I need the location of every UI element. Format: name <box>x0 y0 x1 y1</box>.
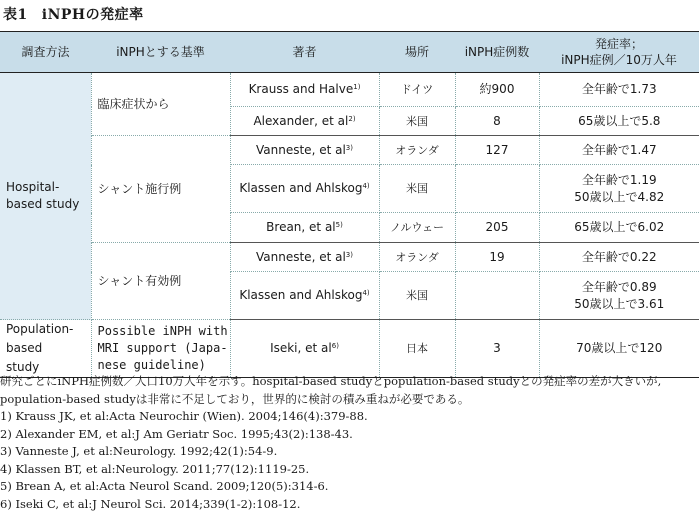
cases-cell <box>455 165 539 213</box>
header-rate-line2: iNPH症例／10万人年 <box>561 53 677 67</box>
place-cell: ノルウェー <box>379 213 455 243</box>
rate-line2: 50歳以上で3.61 <box>574 296 665 311</box>
author-name: Vanneste, et al <box>256 249 346 264</box>
cases-cell: 3 <box>455 320 539 378</box>
author-name: Alexander, et al <box>253 113 349 128</box>
rate-line1: 全年齢で1.19 <box>581 172 657 187</box>
header-author: 著者 <box>230 32 379 73</box>
author-name: Vanneste, et al <box>256 142 346 157</box>
place-cell: オランダ <box>379 136 455 165</box>
rate-cell: 65歳以上で5.8 <box>539 107 699 136</box>
author-cell <box>230 165 379 213</box>
author-name: Iseki, et al <box>270 341 332 355</box>
ref-number: 3) <box>345 250 353 259</box>
rate-cell: 全年齢で1.47 <box>539 136 699 165</box>
header-criteria: iNPHとする基準 <box>91 32 230 73</box>
author-cell <box>230 243 379 272</box>
method-population <box>0 320 91 378</box>
rate-cell <box>539 165 699 213</box>
table-row <box>0 320 699 378</box>
incidence-table <box>0 31 699 378</box>
author-name: Klassen and Ahlskog <box>239 288 363 302</box>
criteria-mri-line3: nese guideline) <box>97 358 206 372</box>
table-row <box>0 243 699 272</box>
place-cell: オランダ <box>379 243 455 272</box>
criteria-clinical: 臨床症状から <box>91 73 230 136</box>
header-place: 場所 <box>379 32 455 73</box>
cases-cell: 127 <box>455 136 539 165</box>
method-population-line3: study <box>6 360 40 374</box>
rate-line2: 50歳以上で4.82 <box>574 189 665 204</box>
rate-line1: 全年齢で0.89 <box>581 279 657 294</box>
footnote-summary-line2: population-based studyは非常に不足しており，世界的に検討の積み重ねが必要である。 <box>0 391 470 406</box>
table-footnotes <box>0 373 699 513</box>
header-method: 調査方法 <box>0 32 91 73</box>
reference-item: 4) Klassen BT, et al:Neurology. 2011;77(12):1119-25. <box>0 461 310 476</box>
place-cell: ドイツ <box>379 73 455 107</box>
rate-cell: 全年齢で0.22 <box>539 243 699 272</box>
author-name: Brean, et al <box>266 220 336 234</box>
rate-cell: 70歳以上で120 <box>539 320 699 378</box>
ref-number: 2) <box>348 114 356 123</box>
header-rate-line1: 発症率； <box>594 37 643 51</box>
method-hospital <box>0 73 91 320</box>
author-cell <box>230 107 379 136</box>
method-population-line1: Population- <box>6 322 74 336</box>
cases-cell: 19 <box>455 243 539 272</box>
table-number: 表1 <box>3 7 28 23</box>
rate-cell <box>539 272 699 320</box>
author-cell <box>230 213 379 243</box>
criteria-mri-line2: MRI support (Japa- <box>97 341 228 355</box>
place-cell: 米国 <box>379 107 455 136</box>
table-row <box>0 73 699 107</box>
place-cell: 米国 <box>379 272 455 320</box>
cases-cell: 8 <box>455 107 539 136</box>
method-hospital-line2: based study <box>6 197 80 211</box>
author-cell <box>230 73 379 107</box>
header-rate <box>539 32 699 73</box>
method-hospital-line1: Hospital- <box>6 180 60 194</box>
table-row <box>0 136 699 165</box>
author-cell <box>230 272 379 320</box>
ref-number: 1) <box>353 83 361 91</box>
criteria-mri <box>91 320 230 378</box>
reference-item: 5) Brean A, et al:Acta Neurol Scand. 2009;120(5):314-6. <box>0 479 329 493</box>
ref-number: 3) <box>345 143 353 152</box>
header-row <box>0 32 699 73</box>
header-cases: iNPH症例数 <box>455 32 539 73</box>
author-name: Krauss and Halve <box>248 82 354 96</box>
ref-number: 4) <box>362 182 370 190</box>
criteria-shunt-done: シャント施行例 <box>91 136 230 243</box>
cases-cell <box>455 272 539 320</box>
ref-number: 5) <box>335 221 343 229</box>
ref-number: 6) <box>331 342 339 350</box>
place-cell: 米国 <box>379 165 455 213</box>
author-cell <box>230 320 379 378</box>
author-cell <box>230 136 379 165</box>
reference-item: 6) Iseki C, et al:J Neurol Sci. 2014;339(1-2):108-12. <box>0 496 301 511</box>
table-title-text: iNPHの発症率 <box>41 7 144 23</box>
author-name: Klassen and Ahlskog <box>239 181 363 195</box>
criteria-mri-line1: Possible iNPH with <box>97 324 228 338</box>
reference-item: 1) Krauss JK, et al:Acta Neurochir (Wien). 2004;146(4):379-88. <box>0 409 368 423</box>
criteria-shunt-effective: シャント有効例 <box>91 243 230 320</box>
table-title <box>3 4 144 24</box>
ref-number: 4) <box>362 289 370 297</box>
cases-cell: 205 <box>455 213 539 243</box>
method-population-line2: based <box>6 341 43 355</box>
cases-cell: 約900 <box>455 73 539 107</box>
rate-cell: 全年齢で1.73 <box>539 73 699 107</box>
footnote-summary-line1: 研究ごとにiNPH症例数／人口10万人年を示す。hospital-based studyとpopulation-based studyとの発症率の差が大きいが, <box>0 374 662 388</box>
reference-item: 2) Alexander EM, et al:J Am Geriatr Soc. 1995;43(2):138-43. <box>0 426 353 441</box>
reference-item: 3) Vanneste J, et al:Neurology. 1992;42(1):54-9. <box>0 444 278 458</box>
rate-cell: 65歳以上で6.02 <box>539 213 699 243</box>
place-cell: 日本 <box>379 320 455 378</box>
